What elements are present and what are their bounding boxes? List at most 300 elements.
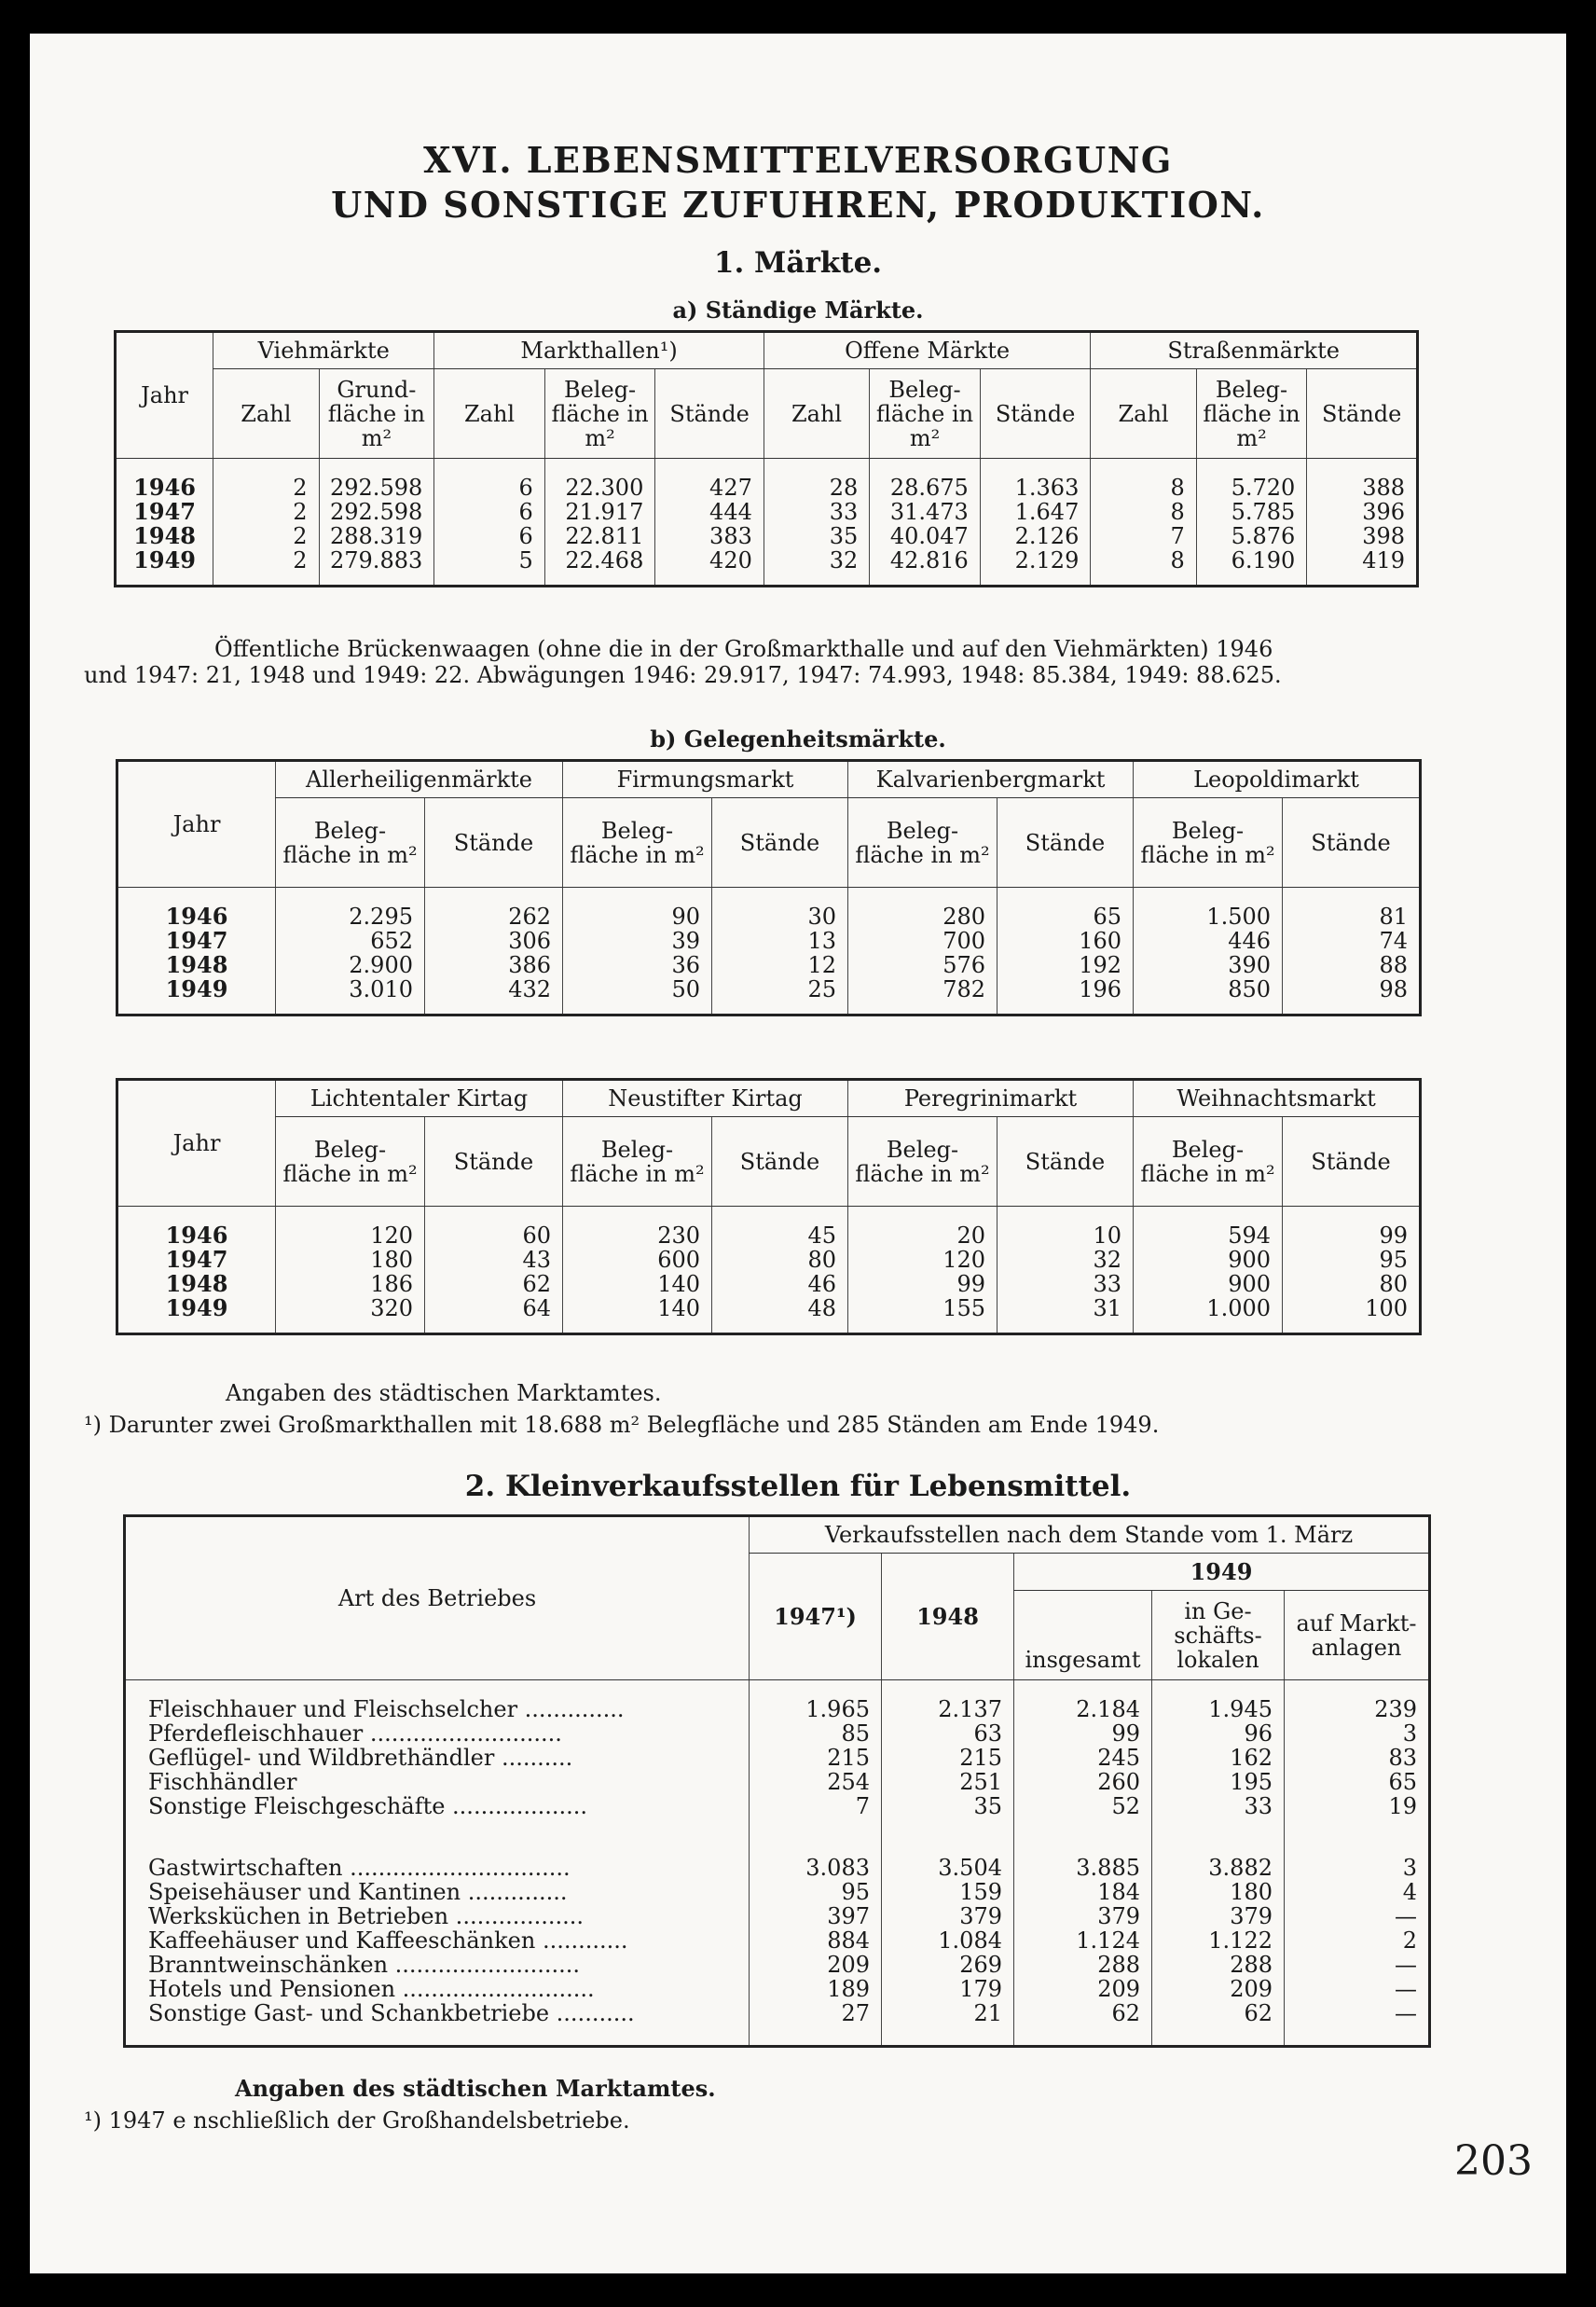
spacer-cell [1285, 2025, 1430, 2046]
col-zahl: Zahl [434, 369, 545, 459]
col-grundflaeche: Grund- fläche in m² [319, 369, 434, 459]
cell-value: 6 [434, 459, 545, 501]
col-staende: Stände [712, 1117, 848, 1207]
cell-value: 215 [882, 1746, 1014, 1770]
cell-value: 251 [882, 1770, 1014, 1794]
cell-value: 74 [1283, 929, 1421, 953]
spacer-cell [1196, 573, 1307, 586]
note-line: Öffentliche Brückenwaagen (ohne die in der Großmarkthalle und auf den Viehmärkten) 1946 [214, 636, 1273, 662]
cell-value: 209 [1014, 1977, 1152, 2001]
cell-value: 2.129 [980, 548, 1091, 573]
table-gelegenheitsmaerkte-2 [116, 1078, 1422, 1335]
table-row [125, 2001, 1430, 2025]
cell-value: 31 [998, 1296, 1134, 1320]
cell-value: 32 [764, 548, 869, 573]
col-staende: Stände [1283, 798, 1421, 888]
group-firmungsmarkt: Firmungsmarkt [563, 761, 848, 798]
section1-sub-a: a) Ständige Märkte. [672, 297, 924, 324]
table-row [117, 888, 1421, 930]
spacer-cell [655, 573, 764, 586]
cell-jahr: 1947 [165, 1246, 228, 1273]
cell-value: 120 [276, 1207, 425, 1249]
col-belegflaeche: Beleg- fläche in m² [848, 1117, 998, 1207]
cell-value: 99 [1283, 1207, 1421, 1249]
cell-value: 3.882 [1152, 1839, 1285, 1880]
table-row [125, 1721, 1430, 1746]
spacer-cell [563, 1002, 712, 1015]
cell-value: 85 [750, 1721, 882, 1746]
cell-value: 3.885 [1014, 1839, 1152, 1880]
cell-value: 288 [1014, 1953, 1152, 1977]
group-offene-maerkte: Offene Märkte [764, 332, 1091, 369]
cell-value: 594 [1134, 1207, 1283, 1249]
spacer-cell [276, 1002, 425, 1015]
spacer-cell [998, 1320, 1134, 1333]
cell-value: 390 [1134, 953, 1283, 977]
table-row [125, 1839, 1430, 1880]
cell-value: 5.785 [1196, 500, 1307, 524]
cell-value: 379 [1014, 1904, 1152, 1928]
cell-value: 432 [425, 977, 563, 1002]
cell-value: 446 [1134, 929, 1283, 953]
cell-value: 80 [1283, 1272, 1421, 1296]
cell-jahr: 1946 [133, 474, 196, 501]
spacer-cell [563, 1320, 712, 1333]
cell-value: 95 [750, 1880, 882, 1904]
col-staende: Stände [425, 1117, 563, 1207]
cell-value: 397 [750, 1904, 882, 1928]
cell-value: 600 [563, 1248, 712, 1272]
cell-value: 62 [1014, 2001, 1152, 2025]
table-row [117, 929, 1421, 953]
spacer-cell [1014, 2025, 1152, 2046]
cell-value: 2 [213, 459, 319, 501]
table-row [125, 1953, 1430, 1977]
cell-value: 1.363 [980, 459, 1091, 501]
note-brueckenwaagen [84, 636, 1538, 688]
group-neustifter-kirtag: Neustifter Kirtag [563, 1080, 848, 1117]
cell-value: 140 [563, 1296, 712, 1320]
cell-value: 95 [1283, 1248, 1421, 1272]
cell-value: 196 [998, 977, 1134, 1002]
cell-value: 80 [712, 1248, 848, 1272]
cell-value: 31.473 [870, 500, 981, 524]
cell-value: 19 [1285, 1794, 1430, 1818]
cell-value: 8 [1091, 548, 1196, 573]
spacer-cell [882, 1818, 1014, 1839]
col-belegflaeche: Beleg- fläche in m² [563, 798, 712, 888]
col-belegflaeche: Beleg- fläche in m² [563, 1117, 712, 1207]
cell-value: 2 [213, 548, 319, 573]
cell-jahr: 1949 [133, 546, 196, 573]
cell-value: 396 [1307, 500, 1418, 524]
cell-value: 2 [213, 500, 319, 524]
cell-value: 62 [425, 1272, 563, 1296]
col-1947: 1947¹) [750, 1554, 882, 1680]
table-gelegenheitsmaerkte-1 [116, 759, 1422, 1016]
cell-art: Speisehäuser und Kantinen .............. [148, 1880, 568, 1904]
table-row [117, 1207, 1421, 1249]
cell-value: 5.720 [1196, 459, 1307, 501]
cell-value: 2.184 [1014, 1680, 1152, 1722]
cell-value: 179 [882, 1977, 1014, 2001]
spacer-cell [1091, 573, 1196, 586]
cell-value: 90 [563, 888, 712, 930]
cell-art: Werksküchen in Betrieben .................. [148, 1904, 585, 1928]
cell-jahr: 1947 [165, 927, 228, 954]
cell-value: 7 [750, 1794, 882, 1818]
spacer-cell [998, 1002, 1134, 1015]
cell-value: 6.190 [1196, 548, 1307, 573]
cell-value: 1.084 [882, 1928, 1014, 1953]
cell-value: 46 [712, 1272, 848, 1296]
cell-value: 239 [1285, 1680, 1430, 1722]
group-allerheiligenmaerkte: Allerheiligenmärkte [276, 761, 563, 798]
table-row [116, 524, 1418, 548]
cell-value: 22.811 [544, 524, 655, 548]
group-kalvarienbergmarkt: Kalvarienbergmarkt [848, 761, 1134, 798]
cell-value: 52 [1014, 1794, 1152, 1818]
col-auf-marktanlagen: auf Markt- anlagen [1285, 1591, 1430, 1680]
cell-value: 186 [276, 1272, 425, 1296]
cell-value: 159 [882, 1880, 1014, 1904]
table-row [117, 977, 1421, 1002]
cell-value: 100 [1283, 1296, 1421, 1320]
cell-value: 388 [1307, 459, 1418, 501]
spacer-cell [1152, 1818, 1285, 1839]
col-staende: Stände [712, 798, 848, 888]
cell-value: 209 [1152, 1977, 1285, 2001]
table-spacer [125, 2025, 1430, 2046]
cell-jahr: 1948 [133, 522, 196, 549]
table-spacer [116, 573, 1418, 586]
cell-value: 83 [1285, 1746, 1430, 1770]
cell-value: 230 [563, 1207, 712, 1249]
table-spacer [125, 1818, 1430, 1839]
cell-value: 39 [563, 929, 712, 953]
cell-value: 28 [764, 459, 869, 501]
col-staende: Stände [998, 798, 1134, 888]
col-staende: Stände [1307, 369, 1418, 459]
table-row [117, 953, 1421, 977]
cell-value: 1.965 [750, 1680, 882, 1722]
col-insgesamt: insgesamt [1014, 1591, 1152, 1680]
cell-jahr: 1948 [165, 951, 228, 978]
cell-value: 5.876 [1196, 524, 1307, 548]
cell-value: 254 [750, 1770, 882, 1794]
cell-art: Pferdefleischhauer ........................... [148, 1721, 562, 1746]
col-belegflaeche: Beleg- fläche in m² [276, 798, 425, 888]
col-1948: 1948 [882, 1554, 1014, 1680]
cell-value: 25 [712, 977, 848, 1002]
spacer-cell [1152, 2025, 1285, 2046]
col-belegflaeche: Beleg- fläche in m² [870, 369, 981, 459]
cell-value: 32 [998, 1248, 1134, 1272]
cell-art: Gastwirtschaften ............................... [148, 1855, 571, 1880]
cell-value: 4 [1285, 1880, 1430, 1904]
cell-value: — [1285, 1953, 1430, 1977]
note-line: und 1947: 21, 1948 und 1949: 22. Abwägungen 1946: 29.917, 1947: 74.993, 1948: 85.384, 1949: 88.625. [84, 662, 1282, 688]
cell-value: 5 [434, 548, 545, 573]
cell-value: 20 [848, 1207, 998, 1249]
cell-art: Sonstige Fleischgeschäfte ................... [148, 1794, 587, 1818]
spacer-cell [1283, 1002, 1421, 1015]
table-row [117, 1248, 1421, 1272]
section1-sub-b: b) Gelegenheitsmärkte. [650, 725, 946, 753]
spacer-cell [425, 1002, 563, 1015]
cell-value: 652 [276, 929, 425, 953]
spacer-cell [712, 1002, 848, 1015]
cell-value: 1.000 [1134, 1296, 1283, 1320]
cell-value: 81 [1283, 888, 1421, 930]
cell-value: 28.675 [870, 459, 981, 501]
cell-value: 62 [1152, 2001, 1285, 2025]
cell-value: 12 [712, 953, 848, 977]
col-staende: Stände [655, 369, 764, 459]
spacer-cell [750, 1818, 882, 1839]
col-belegflaeche: Beleg- fläche in m² [848, 798, 998, 888]
col-belegflaeche: Beleg- fläche in m² [1196, 369, 1307, 459]
cell-value: 782 [848, 977, 998, 1002]
col-belegflaeche: Beleg- fläche in m² [1134, 1117, 1283, 1207]
table-row [125, 1928, 1430, 1953]
cell-value: 195 [1152, 1770, 1285, 1794]
cell-value: 33 [998, 1272, 1134, 1296]
chapter-title [30, 138, 1566, 228]
cell-value: 3.010 [276, 977, 425, 1002]
col-staende: Stände [425, 798, 563, 888]
table-row [125, 1904, 1430, 1928]
cell-value: 398 [1307, 524, 1418, 548]
table-row [125, 1977, 1430, 2001]
cell-value: 48 [712, 1296, 848, 1320]
spacer-cell [319, 573, 434, 586]
cell-jahr: 1946 [165, 903, 228, 930]
cell-value: 162 [1152, 1746, 1285, 1770]
spacer-cell [764, 573, 869, 586]
col-zahl: Zahl [213, 369, 319, 459]
col-staende: Stände [980, 369, 1091, 459]
section2-heading: 2. Kleinverkaufsstellen für Lebensmittel. [464, 1470, 1132, 1503]
col-belegflaeche: Beleg- fläche in m² [276, 1117, 425, 1207]
cell-value: 292.598 [319, 500, 434, 524]
group-peregrinimarkt: Peregrinimarkt [848, 1080, 1134, 1117]
section1-heading: 1. Märkte. [713, 246, 883, 280]
cell-value: 1.945 [1152, 1680, 1285, 1722]
table-row [125, 1746, 1430, 1770]
cell-value: 120 [848, 1248, 998, 1272]
cell-jahr: 1946 [165, 1222, 228, 1249]
cell-value: 6 [434, 500, 545, 524]
cell-value: 50 [563, 977, 712, 1002]
cell-value: — [1285, 1977, 1430, 2001]
cell-value: 65 [998, 888, 1134, 930]
cell-value: 292.598 [319, 459, 434, 501]
cell-value: 900 [1134, 1248, 1283, 1272]
group-markthallen: Markthallen¹) [434, 332, 764, 369]
col-zahl: Zahl [764, 369, 869, 459]
source-note-verkaufsstellen: Angaben des städtischen Marktamtes. [235, 2075, 716, 2102]
cell-value: 427 [655, 459, 764, 501]
cell-value: 21 [882, 2001, 1014, 2025]
cell-jahr: 1947 [133, 498, 196, 525]
cell-art: Kaffeehäuser und Kaffeeschänken ............ [148, 1928, 628, 1953]
table-row [116, 548, 1418, 573]
cell-value: 320 [276, 1296, 425, 1320]
cell-value: 884 [750, 1928, 882, 1953]
cell-value: — [1285, 1904, 1430, 1928]
cell-art: Fischhändler [148, 1770, 297, 1794]
spacer-cell [712, 1320, 848, 1333]
cell-value: 98 [1283, 977, 1421, 1002]
cell-value: 1.122 [1152, 1928, 1285, 1953]
table-row [125, 1794, 1430, 1818]
spacer-cell [117, 1320, 276, 1333]
spacer-cell [544, 573, 655, 586]
col-belegflaeche: Beleg- fläche in m² [544, 369, 655, 459]
table-staendige-maerkte [114, 330, 1419, 587]
cell-value: 2 [213, 524, 319, 548]
cell-value: 6 [434, 524, 545, 548]
cell-value: 60 [425, 1207, 563, 1249]
group-weihnachtsmarkt: Weihnachtsmarkt [1134, 1080, 1421, 1117]
cell-value: 262 [425, 888, 563, 930]
cell-value: 180 [1152, 1880, 1285, 1904]
cell-value: 88 [1283, 953, 1421, 977]
col-in-geschaeftslokalen: in Ge- schäfts- lokalen [1152, 1591, 1285, 1680]
cell-art: Branntweinschänken .......................... [148, 1953, 581, 1977]
cell-value: 8 [1091, 500, 1196, 524]
table-spacer [117, 1002, 1421, 1015]
cell-art: Geflügel- und Wildbrethändler .......... [148, 1746, 573, 1770]
cell-value: 280 [848, 888, 998, 930]
cell-value: 7 [1091, 524, 1196, 548]
cell-value: 155 [848, 1296, 998, 1320]
cell-value: 1.647 [980, 500, 1091, 524]
col-zahl: Zahl [1091, 369, 1196, 459]
spacer-cell [1285, 1818, 1430, 1839]
spacer-cell [425, 1320, 563, 1333]
col-staende: Stände [998, 1117, 1134, 1207]
spacer-cell [125, 2025, 750, 2046]
cell-value: 35 [882, 1794, 1014, 1818]
cell-value: 35 [764, 524, 869, 548]
col-jahr: Jahr [117, 761, 276, 888]
table-spacer [117, 1320, 1421, 1333]
table-row [116, 459, 1418, 501]
cell-value: 2.126 [980, 524, 1091, 548]
cell-value: 180 [276, 1248, 425, 1272]
cell-value: 245 [1014, 1746, 1152, 1770]
cell-value: 42.816 [870, 548, 981, 573]
cell-value: 900 [1134, 1272, 1283, 1296]
spacer-cell [125, 1818, 750, 1839]
table-row [125, 1770, 1430, 1794]
col-art-des-betriebes: Art des Betriebes [125, 1516, 750, 1680]
cell-value: 1.500 [1134, 888, 1283, 930]
cell-value: 700 [848, 929, 998, 953]
cell-art: Sonstige Gast- und Schankbetriebe ........... [148, 2001, 635, 2025]
cell-value: 419 [1307, 548, 1418, 573]
cell-value: 2.295 [276, 888, 425, 930]
spacer-cell [116, 573, 213, 586]
cell-value: 36 [563, 953, 712, 977]
cell-value: 379 [882, 1904, 1014, 1928]
cell-value: 2.137 [882, 1680, 1014, 1722]
cell-value: 99 [848, 1272, 998, 1296]
cell-value: 99 [1014, 1721, 1152, 1746]
col-belegflaeche: Beleg- fläche in m² [1134, 798, 1283, 888]
group-viehmaerkte: Viehmärkte [213, 332, 434, 369]
cell-value: 21.917 [544, 500, 655, 524]
page-number: 203 [1454, 2137, 1533, 2185]
spacer-cell [750, 2025, 882, 2046]
cell-value: 288.319 [319, 524, 434, 548]
cell-value: 269 [882, 1953, 1014, 1977]
cell-value: 379 [1152, 1904, 1285, 1928]
group-leopoldimarkt: Leopoldimarkt [1134, 761, 1421, 798]
table-row [125, 1880, 1430, 1904]
cell-value: 850 [1134, 977, 1283, 1002]
group-strassenmaerkte: Straßenmärkte [1091, 332, 1418, 369]
spacer-cell [213, 573, 319, 586]
cell-value: 189 [750, 1977, 882, 2001]
footnote-verkaufsstellen: ¹) 1947 e nschließlich der Großhandelsbetriebe. [84, 2107, 630, 2134]
cell-value: 45 [712, 1207, 848, 1249]
table-row [125, 1680, 1430, 1722]
cell-value: 279.883 [319, 548, 434, 573]
cell-value: 386 [425, 953, 563, 977]
spacer-cell [1014, 1818, 1152, 1839]
table-row [116, 500, 1418, 524]
cell-value: 3 [1285, 1839, 1430, 1880]
col-jahr: Jahr [117, 1080, 276, 1207]
cell-value: — [1285, 2001, 1430, 2025]
cell-value: 209 [750, 1953, 882, 1977]
cell-jahr: 1948 [165, 1270, 228, 1297]
spacer-cell [882, 2025, 1014, 2046]
spacer-cell [434, 573, 545, 586]
spacer-cell [848, 1002, 998, 1015]
cell-value: 63 [882, 1721, 1014, 1746]
cell-value: 33 [764, 500, 869, 524]
cell-value: 192 [998, 953, 1134, 977]
cell-value: 444 [655, 500, 764, 524]
cell-art: Hotels und Pensionen ........................... [148, 1977, 595, 2001]
cell-value: 140 [563, 1272, 712, 1296]
cell-art: Fleischhauer und Fleischselcher .............. [148, 1696, 625, 1721]
spacer-cell [276, 1320, 425, 1333]
cell-jahr: 1949 [165, 1294, 228, 1321]
table-kleinverkaufsstellen [123, 1514, 1431, 2048]
cell-value: 420 [655, 548, 764, 573]
table-row [117, 1296, 1421, 1320]
cell-value: 13 [712, 929, 848, 953]
cell-jahr: 1949 [165, 975, 228, 1002]
spacer-cell [1307, 573, 1418, 586]
cell-value: 260 [1014, 1770, 1152, 1794]
cell-value: 288 [1152, 1953, 1285, 1977]
cell-value: 2 [1285, 1928, 1430, 1953]
cell-value: 184 [1014, 1880, 1152, 1904]
spacer-cell [1134, 1320, 1283, 1333]
group-verkaufsstellen: Verkaufsstellen nach dem Stande vom 1. März [750, 1516, 1430, 1554]
col-1949: 1949 [1014, 1554, 1430, 1591]
cell-value: 30 [712, 888, 848, 930]
cell-value: 22.468 [544, 548, 655, 573]
cell-value: 22.300 [544, 459, 655, 501]
source-note-maerkte: Angaben des städtischen Marktamtes. [226, 1380, 662, 1406]
